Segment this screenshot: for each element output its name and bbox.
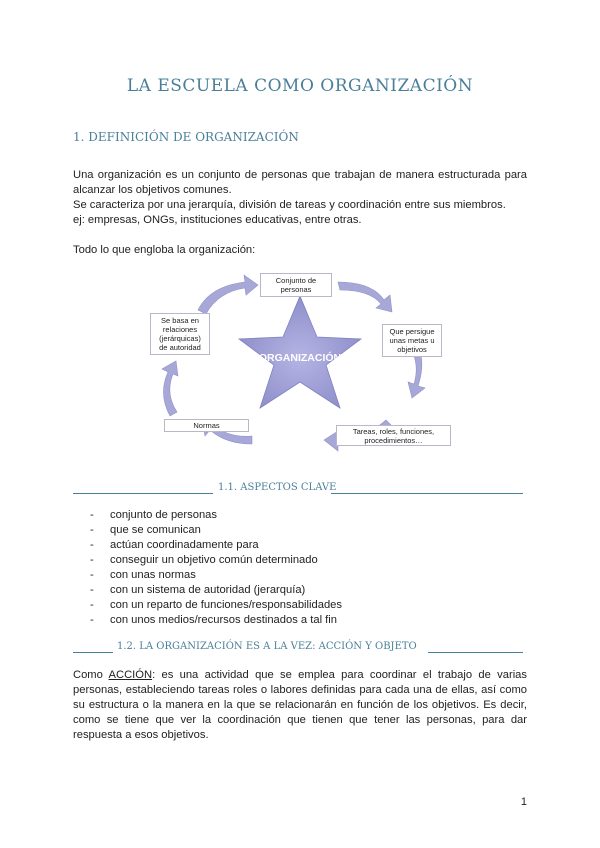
list-dash: - — [90, 554, 94, 566]
page-number: 1 — [520, 796, 527, 808]
box-line: relaciones — [162, 325, 198, 334]
organization-diagram — [140, 268, 460, 453]
box-tareas-roles — [336, 425, 451, 446]
list-item — [90, 613, 342, 628]
accion-keyword: ACCIÓN — [108, 669, 153, 681]
box-line: objetivos — [397, 345, 427, 354]
arrow-top-left — [198, 275, 258, 314]
list-item-text: con un reparto de funciones/responsabilidades — [110, 599, 342, 611]
list-dash: - — [90, 539, 94, 551]
list-item-text: conjunto de personas — [110, 509, 217, 521]
accion-line: como se tiene que ver la coordinación que tienen que tener las personas, para dar — [73, 714, 527, 726]
intro-line: Una organización es un conjunto de personas que trabajan de manera estructurada para — [73, 169, 527, 181]
list-item — [90, 538, 342, 553]
accion-lead: Como — [73, 669, 109, 681]
engloba-text: Todo lo que engloba la organización: — [73, 244, 256, 256]
section-heading-aspectos — [73, 482, 527, 498]
box-line: personas — [280, 285, 312, 294]
box-line: unas metas u — [389, 336, 435, 345]
intro-line: ej: empresas, ONGs, instituciones educativas, entre otras. — [73, 214, 362, 226]
list-dash: - — [90, 599, 94, 611]
intro-line: alcanzar los objetivos comunes. — [73, 184, 232, 196]
section-heading-text: 1.1. ASPECTOS CLAVE — [218, 482, 337, 493]
list-item-text: actúan coordinadamente para — [110, 539, 259, 551]
list-item-text: con unas normas — [110, 569, 196, 581]
section-heading-definicion: 1. DEFINICIÓN DE ORGANIZACIÓN — [73, 130, 299, 144]
list-dash: - — [90, 569, 94, 581]
box-normas — [164, 419, 249, 432]
box-line: Se basa en — [161, 316, 199, 325]
list-dash: - — [90, 524, 94, 536]
heading-rule-left — [73, 652, 113, 653]
list-item — [90, 523, 342, 538]
box-conjunto-personas — [260, 273, 332, 297]
box-line: Normas — [193, 421, 220, 430]
accion-line: su estructura o la manera en la que se relacionarán en función de los objetivos. Es decir, — [73, 699, 527, 711]
page-title: LA ESCUELA COMO ORGANIZACIÓN — [126, 76, 474, 96]
heading-rule-right — [428, 652, 523, 653]
accion-first-rest: : es una actividad que se emplea para coordinar el trabajo de varias — [152, 669, 527, 681]
arrow-left — [162, 361, 178, 416]
list-dash: - — [90, 509, 94, 521]
box-line: de autoridad — [159, 343, 201, 352]
list-item-text: con un sistema de autoridad (jerarquía) — [110, 584, 306, 596]
accion-line: respuesta a esos objetivos. — [73, 729, 209, 741]
box-relaciones-autoridad — [150, 313, 210, 355]
box-line: Que persigue — [389, 327, 435, 336]
box-line: procedimientos… — [364, 435, 423, 445]
box-persigue-metas — [382, 324, 442, 357]
section-heading-text: 1.2. LA ORGANIZACIÓN ES A LA VEZ: ACCIÓN Y OBJETO — [117, 641, 417, 652]
accion-line — [73, 668, 527, 683]
star-label: ORGANIZACIÓN — [258, 352, 342, 364]
intro-line: Se caracteriza por una jerarquía, división de tareas y coordinación entre sus miembros. — [73, 199, 506, 211]
list-item — [90, 508, 342, 523]
box-line: (jerárquicas) — [159, 334, 201, 343]
heading-rule-right — [331, 493, 523, 494]
box-line: Tareas, roles, funciones, — [352, 426, 435, 436]
list-dash: - — [90, 614, 94, 626]
list-dash: - — [90, 584, 94, 596]
intro-paragraph — [73, 168, 527, 228]
box-line: Conjunto de — [275, 276, 317, 285]
list-item — [90, 583, 342, 598]
accion-paragraph — [73, 668, 527, 743]
aspectos-list — [90, 508, 342, 628]
accion-line: personas, estableciendo tareas roles o labores definidas para cada una de ellas, así como — [73, 684, 527, 696]
list-item — [90, 568, 342, 583]
list-item — [90, 553, 342, 568]
list-item-text: con unos medios/recursos destinados a tal fin — [110, 614, 337, 626]
list-item — [90, 598, 342, 613]
heading-rule-left — [73, 493, 213, 494]
list-item-text: que se comunican — [110, 524, 201, 536]
list-item-text: conseguir un objetivo común determinado — [110, 554, 318, 566]
section-heading-accion-objeto — [73, 641, 527, 657]
arrow-top-right — [338, 282, 392, 312]
